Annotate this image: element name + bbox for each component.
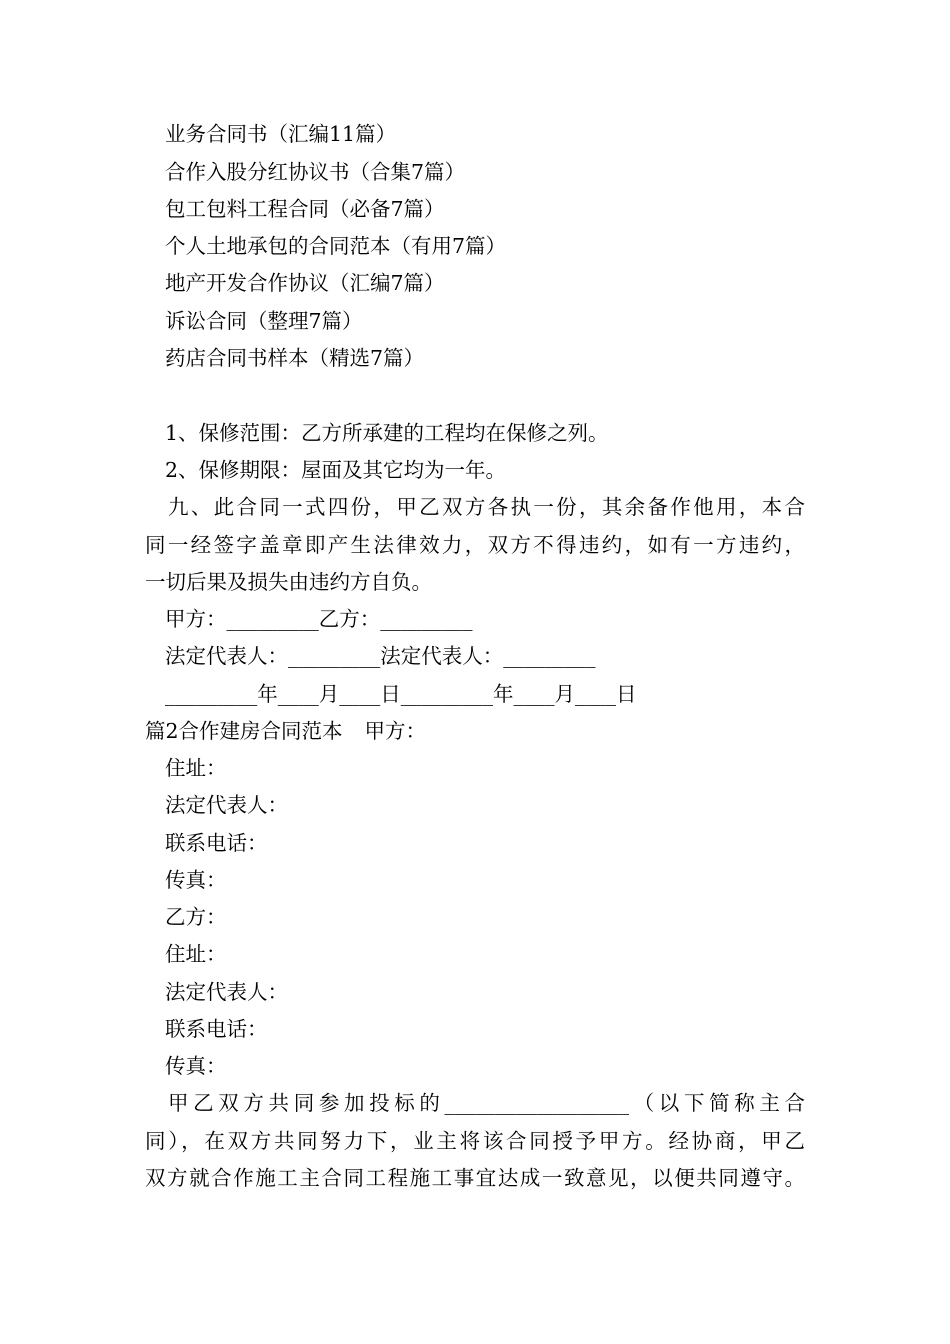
party-b-label: 乙方：: [165, 905, 227, 929]
article-title: 篇2合作建房合同范本: [145, 719, 343, 743]
signature-representatives: 法定代表人：_________法定代表人：_________: [165, 644, 596, 668]
party-b-representative-field: 法定代表人：: [165, 980, 288, 1004]
clause-nine-line: 九、此合同一式四份，甲乙双方各执一份，其余备作他用，本合: [168, 495, 805, 519]
party-b-fax-field: 传真：: [165, 1054, 227, 1078]
party-b-address-field: 住址：: [165, 942, 227, 966]
intro-paragraph-line: 甲乙双方共同参加投标的__________________（以下简称主合: [168, 1091, 805, 1115]
clause-nine-line: 一切后果及损失由违约方自负。: [145, 570, 432, 594]
party-a-label: 甲方：: [364, 719, 427, 743]
party-a-phone-field: 联系电话：: [165, 831, 268, 855]
article-heading-row: [145, 716, 426, 746]
warranty-scope: 1、保修范围：乙方所承建的工程均在保修之列。: [165, 421, 609, 445]
related-list-item: 个人土地承包的合同范本（有用7篇）: [165, 234, 507, 258]
warranty-period: 2、保修期限：屋面及其它均为一年。: [165, 458, 507, 482]
party-a-address-field: 住址：: [165, 756, 227, 780]
related-list-item: 地产开发合作协议（汇编7篇）: [165, 271, 445, 295]
signature-parties: 甲方：_________乙方：_________: [165, 607, 473, 631]
intro-paragraph-line: 同），在双方共同努力下，业主将该合同授予甲方。经协商，甲乙: [145, 1129, 805, 1153]
party-a-representative-field: 法定代表人：: [165, 793, 288, 817]
related-list-item: 药店合同书样本（精选7篇）: [165, 346, 425, 370]
related-list-item: 诉讼合同（整理7篇）: [165, 309, 363, 333]
party-a-fax-field: 传真：: [165, 868, 227, 892]
intro-paragraph-line: 双方就合作施工主合同工程施工事宜达成一致意见，以便共同遵守。: [145, 1166, 805, 1190]
related-list-item: 业务合同书（汇编11篇）: [165, 122, 397, 146]
related-list-item: 合作入股分红协议书（合集7篇）: [165, 160, 466, 184]
signature-dates: _________年____月____日_________年____月____日: [165, 682, 637, 706]
party-b-phone-field: 联系电话：: [165, 1017, 268, 1041]
related-list-item: 包工包料工程合同（必备7篇）: [165, 197, 445, 221]
clause-nine-line: 同一经签字盖章即产生法律效力，双方不得违约，如有一方违约，: [145, 533, 805, 557]
